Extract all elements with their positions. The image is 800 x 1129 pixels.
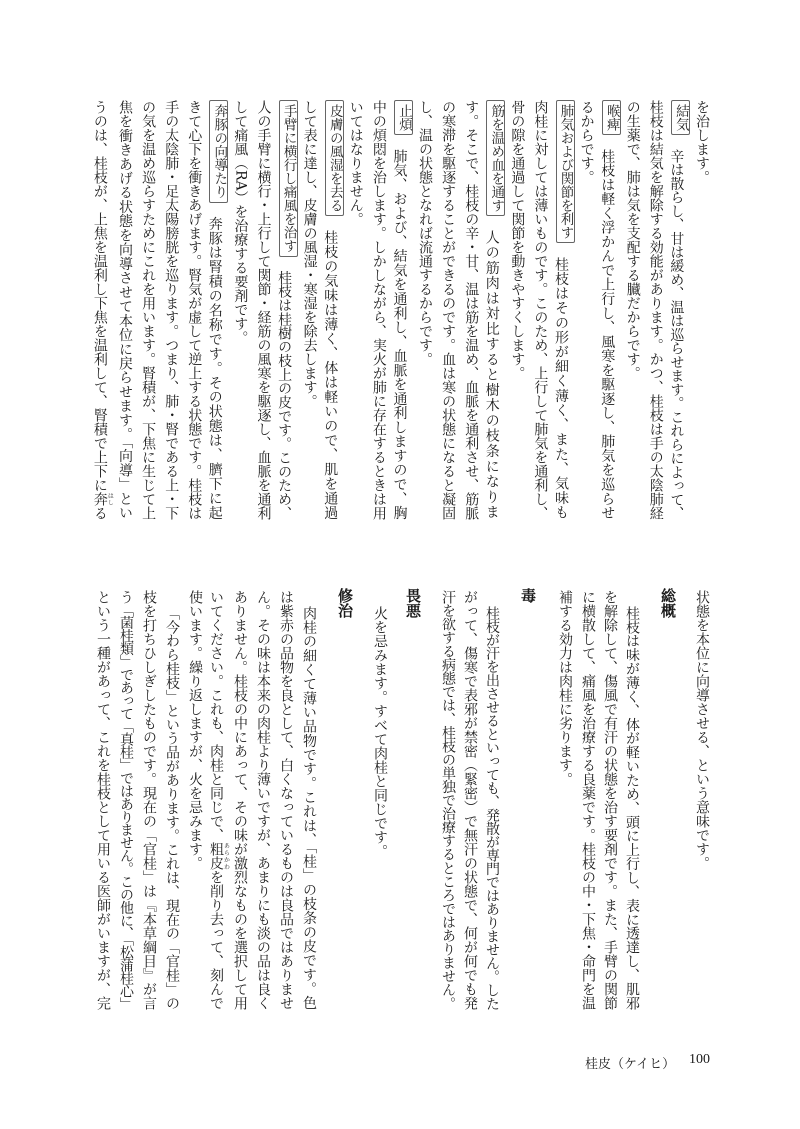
text-column: [160, 100, 182, 520]
body-text: 桂枝は味が薄く、体が軽いため、頭に上行し、表に透達し、肌邪: [624, 606, 640, 1010]
text-column: [161, 606, 183, 1010]
text-line: [161, 606, 183, 1010]
body-text: 状態を本位に向導させる、という意味です。: [694, 590, 710, 870]
body-text: がって、傷寒で表邪が禁密（緊密）で無汗の状態で、何が何でも発: [462, 590, 478, 1010]
text-column: [599, 590, 621, 1010]
section-label: 肺気および関節を利す: [556, 100, 575, 243]
body-text: る: [91, 506, 108, 520]
text-line: [506, 100, 528, 380]
running-title: 桂皮（ケイヒ）: [585, 1057, 676, 1072]
text-line: [576, 100, 598, 184]
body-text: 辛は散らし、甘は緩め、温は巡らせます。これらによって、: [668, 149, 685, 521]
ruby-base: 奔: [91, 492, 108, 506]
text-column: [668, 100, 690, 520]
body-text: を削り去って、刻んで: [208, 870, 224, 1010]
body-text: 桂枝が汗を出させるといっても、発散が専門ではありません。した: [484, 606, 500, 1011]
text-column: [368, 100, 390, 520]
body-text: して痛風（RA）を治療する要剤です。: [232, 100, 249, 345]
section-label: 喉痺: [602, 100, 621, 135]
body-text: を解除して、傷風で有汗の状態を治す要剤です。また、手臂の関節: [602, 590, 618, 1010]
body-text: 肺気、および、結気を通利し、血脈を通利しますので、胸: [391, 149, 408, 520]
body-text: の気を温め巡らすためにこれを用います。腎積が、下焦に生じて上: [140, 100, 157, 520]
text-line: [460, 100, 482, 520]
body-text: に横散して、痛風を治療する良薬です。桂枝の中・下焦・命門を温: [580, 590, 596, 1010]
section-label: 筋を温め血を通す: [486, 100, 505, 216]
text-line: [298, 606, 320, 1010]
body-text: 肉桂の細くて薄い品物です。これは、「桂」の枝条の皮です。色: [301, 606, 317, 1010]
ruby-reading: はし: [106, 492, 114, 506]
text-column: [691, 100, 713, 520]
text-column: [437, 100, 459, 520]
body-text: の寒滞を駆逐することができるのです。血は寒の状態になると凝固: [440, 100, 457, 520]
text-column: [622, 100, 644, 520]
text-column: [229, 100, 251, 520]
text-line: [596, 100, 621, 520]
text-column: [92, 590, 114, 1010]
body-text: 補する効力は肉桂に劣ります。: [557, 590, 573, 786]
body-text: 中の煩悶を治します。しかしながら、実火が肺に存在するときは用: [370, 100, 387, 520]
body-text: るからです。: [578, 100, 595, 184]
text-line: [138, 590, 160, 1010]
text-column: [459, 590, 481, 1010]
text-column: [229, 590, 251, 1010]
text-column: [369, 606, 391, 1010]
page-number: 100: [689, 1052, 710, 1067]
text-column: [691, 590, 713, 1010]
text-line: [459, 590, 481, 1010]
text-column: [184, 590, 206, 1010]
text-column: [577, 590, 599, 1010]
text-line: [554, 590, 576, 786]
body-text: 「今わら桂枝」という品があります。これは、現在の「官桂」の: [164, 606, 180, 1010]
text-line: [92, 590, 114, 1010]
ruby-annotation: [208, 842, 230, 870]
section-heading: 総概: [659, 588, 677, 618]
text-column: [138, 590, 160, 1010]
body-text: 枝を打ちひしぎしたものです。現在の「官桂」は『本草綱目』が言: [141, 590, 157, 1010]
section-heading: 毒: [519, 588, 537, 603]
body-text: 桂枝は軽く浮かんで上行し、風寒を駆逐し、肺気を巡らせ: [599, 149, 616, 520]
body-text: 焦を衝きあげる状態を向導させて本位に戻らせます。「向導」とい: [117, 100, 133, 520]
section-label: 皮膚の風湿を去る: [325, 100, 344, 216]
text-line: [253, 100, 275, 520]
text-column: [207, 590, 229, 1010]
body-text: 奔豚は腎積の名称です。その状態は、臍下に起: [206, 216, 223, 520]
text-column: [299, 100, 321, 520]
body-text: いてはなりません。: [347, 100, 364, 226]
body-text: う「菌桂類」であって「真桂」ではありません。この他に、「松蒲桂心」: [118, 590, 134, 1010]
text-column: [183, 100, 205, 520]
text-column: [645, 100, 667, 520]
text-column: [276, 100, 298, 520]
text-column: [114, 100, 136, 520]
section-label: 奔豚の向導たり: [209, 100, 228, 203]
text-column: [253, 100, 275, 520]
text-column: [91, 100, 113, 520]
body-text: し、温の状態となれば流通するからです。: [417, 100, 433, 366]
body-text: 肉桂に対しては薄いものです。このため、上行して肺気を通利し、: [532, 100, 549, 520]
text-line: [275, 590, 297, 1010]
text-line: [414, 100, 436, 366]
text-line: [229, 590, 251, 1010]
body-text: は紫赤の品物を良として、白くなっているものは良品ではありませ: [278, 590, 294, 1010]
text-line: [205, 590, 229, 1010]
text-line: [345, 100, 367, 226]
section-label: 止煩: [394, 100, 413, 135]
body-text: うのは、桂枝が、上焦を温利し下焦を温利して、腎積で上下に: [91, 100, 108, 492]
section-label: 手臂に横行し痛風を治す: [279, 100, 298, 257]
text-column: [206, 100, 228, 520]
text-column: [599, 100, 621, 520]
ruby-base: 粗皮: [208, 842, 224, 870]
text-line: [137, 100, 159, 520]
text-column: [506, 100, 528, 520]
text-line: [550, 100, 575, 520]
text-line: [160, 100, 182, 520]
text-column: [621, 606, 643, 1010]
text-line: [319, 100, 344, 520]
text-column: [391, 100, 413, 520]
text-line: [691, 590, 713, 870]
text-line: [645, 100, 667, 520]
ruby-reading: あらかわ: [222, 842, 230, 870]
body-text: いてください。これも、肉桂と同じで、: [208, 590, 224, 842]
body-text: す。そこで、桂枝の辛・甘、温は筋を温め、血脈を通利させ、筋脈: [463, 100, 480, 520]
text-line: [437, 590, 459, 1010]
text-column: [553, 100, 575, 520]
text-column: [460, 100, 482, 520]
text-line: [183, 100, 205, 520]
text-column: [554, 590, 576, 1010]
body-text: の生薬で、肺は気を支配する臓だからです。: [624, 100, 641, 380]
text-line: [691, 100, 713, 184]
text-column: [414, 100, 436, 520]
text-column: [275, 590, 297, 1010]
body-text: 桂枝は桂樹の枝上の皮です。このため、: [276, 270, 293, 520]
text-line: [229, 100, 251, 345]
body-text: 桂枝の気味は薄く、体は軽いので、肌を通過: [322, 230, 339, 520]
section-heading: 修治: [336, 588, 354, 618]
text-column: [137, 100, 159, 520]
text-line: [115, 590, 137, 1010]
text-line: [665, 100, 690, 520]
text-line: [599, 590, 621, 1010]
body-text: 人の手臂に横行・上行して関節・経筋の風寒を駆逐し、血脈を通利: [255, 100, 272, 520]
body-text: 使います。繰り返しますが、火を忌みます。: [187, 590, 203, 870]
text-column: [529, 100, 551, 520]
body-text: 桂枝はその形が細く薄く、また、気味も: [553, 257, 569, 520]
text-column: [437, 590, 459, 1010]
body-text: 汗を欲する病態では、桂枝の単独で治療するところではありません。: [440, 590, 456, 1010]
text-column: [115, 590, 137, 1010]
body-text: ありません。桂枝の中にあって、その味が激烈なものを選択して用: [232, 590, 248, 1010]
section-heading: 畏悪: [404, 588, 422, 618]
text-line: [577, 590, 599, 1010]
text-column: [252, 590, 274, 1010]
text-line: [204, 100, 229, 520]
section-label: 結気: [671, 100, 690, 135]
body-text: きて心下を衝きあげます。腎気が虚して逆上する状態です。桂枝は: [186, 100, 203, 520]
text-line: [529, 100, 551, 520]
text-column: [322, 100, 344, 520]
text-column: [576, 100, 598, 520]
text-line: [89, 100, 113, 520]
text-column: [481, 606, 503, 1010]
text-column: [483, 100, 505, 520]
text-line: [621, 606, 643, 1010]
body-text: 人の筋肉は対比すると樹木の枝条になりま: [483, 230, 500, 520]
ruby-annotation: [91, 492, 114, 506]
text-line: [184, 590, 206, 870]
text-line: [437, 100, 459, 520]
text-line: [368, 100, 390, 520]
body-text: 手の太陰肺・足太陽膀胱を巡ります。つまり、肺・腎である上・下: [163, 100, 180, 520]
body-text: という一種があって、これを桂枝として用いる医師がいますが、完: [95, 590, 111, 1010]
text-line: [389, 100, 414, 520]
body-text: ん。その味は本来の肉桂より薄いですが、あまりにも淡の品は良く: [255, 590, 271, 1010]
text-column: [298, 606, 320, 1010]
text-line: [369, 606, 391, 858]
body-text: 骨の隙を通過して関節を動きやすくします。: [509, 100, 526, 380]
text-line: [299, 100, 321, 408]
text-column: [345, 100, 367, 520]
text-line: [252, 590, 274, 1010]
text-line: [273, 100, 298, 520]
text-line: [481, 100, 506, 520]
body-text: 火を忌みます。すべて肉桂と同じです。: [372, 606, 388, 858]
body-text: を治します。: [694, 100, 710, 184]
text-line: [114, 100, 136, 520]
body-text: 桂枝は結気を解除する効能があります。かつ、桂枝は手の太陰肺経: [647, 100, 664, 520]
text-line: [481, 606, 503, 1010]
body-text: して表に達し、皮膚の風湿・寒湿を除去します。: [301, 100, 318, 408]
text-line: [622, 100, 644, 380]
